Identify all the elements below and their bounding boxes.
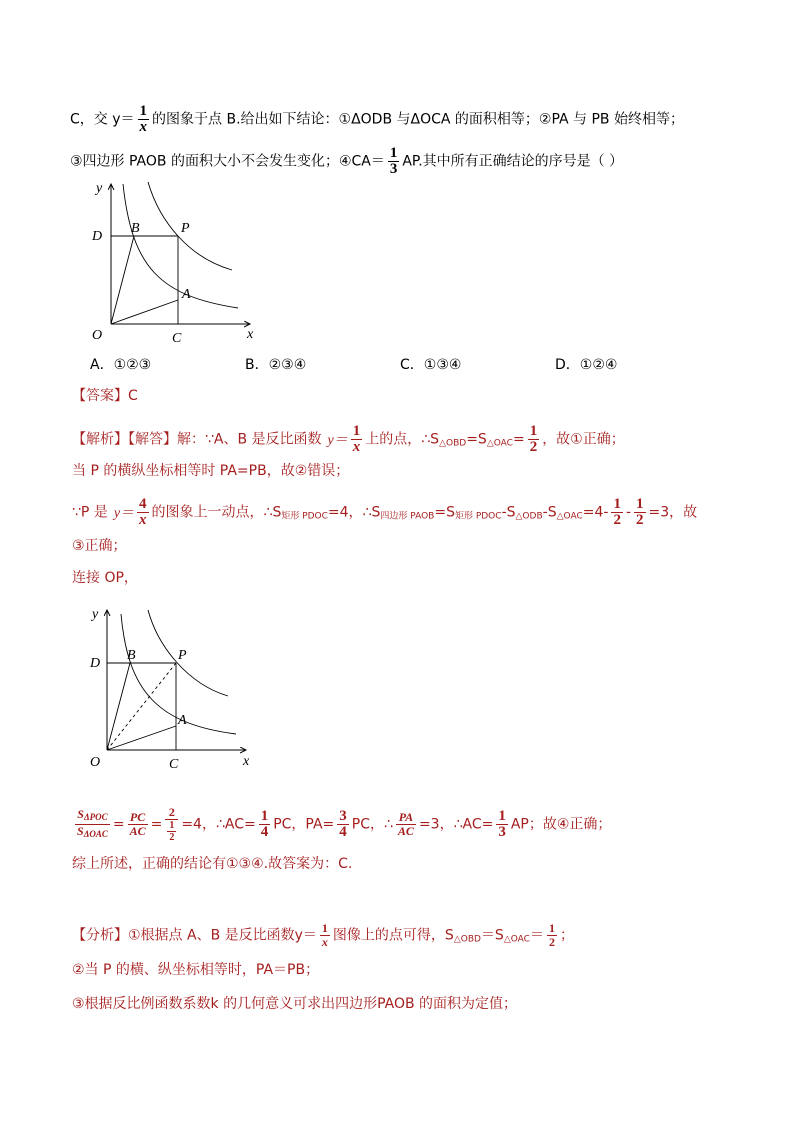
segment-OA xyxy=(111,300,178,324)
fraction-3-over-4: $\frac{3}{4}$ xyxy=(339,808,347,840)
analysis-line-5: 连接 OP， xyxy=(72,570,138,586)
fenxi-line-3: ③根据反比例函数系数k 的几何意义可求出四边形PAOB 的面积为定值； xyxy=(72,996,518,1012)
label-p: P xyxy=(181,221,190,236)
fraction-1-over-3: $\frac{1}{3}$ xyxy=(389,145,398,177)
label-x: x xyxy=(247,327,254,342)
q2-text-a: ③四边形 PAOB 的面积大小不会发生变化；④CA＝ xyxy=(70,153,385,170)
fraction-1-over-2: $\frac{1}{2}$ xyxy=(529,423,538,455)
fenxi-line-2: ②当 P 的横、纵坐标相等时，PA＝PB； xyxy=(72,962,320,978)
label-d: D xyxy=(90,656,101,671)
fraction-4-over-x: $\frac{4}{x}$ xyxy=(139,496,147,528)
label-o: O xyxy=(90,755,101,770)
label-o: O xyxy=(92,328,103,343)
curve-y-1-over-x xyxy=(123,184,238,308)
analysis-line-2: 当 P 的横纵坐标相等时 PA=PB，故②错误； xyxy=(72,463,350,479)
question-line-2 xyxy=(70,146,623,177)
label-p: P xyxy=(178,648,187,663)
q1-text-b: 的图象于点 B.给出如下结论：①ΔODB 与ΔOCA 的面积相等；②PA 与 PB 始终相等； xyxy=(152,111,684,128)
label-c: C xyxy=(172,331,182,346)
fraction-1-over-2-a: $\frac{1}{2}$ xyxy=(613,496,621,528)
label-y: y xyxy=(96,181,103,196)
label-a: A xyxy=(178,713,187,728)
label-b: B xyxy=(131,221,140,236)
analysis-line-4: ③正确； xyxy=(72,538,127,554)
fraction-area-ratio: $\frac{S_{\Delta POC}}{S_{\Delta OAC}}$ xyxy=(77,807,108,839)
fraction-1-over-x: $\frac{1}{x}$ xyxy=(352,423,361,455)
fraction-pa-over-ac: $\frac{PA}{AC}$ xyxy=(397,810,414,838)
figure-2 xyxy=(78,602,278,774)
fraction-1-over-4: $\frac{1}{4}$ xyxy=(260,808,269,840)
segment-OP-dashed xyxy=(107,663,176,750)
fraction-2-over-half: $\frac{2}{\frac{1}{2}}$ xyxy=(165,806,178,843)
segment-OA xyxy=(107,726,176,750)
label-a: A xyxy=(182,287,191,302)
fraction-1-over-3: $\frac{1}{3}$ xyxy=(498,808,506,840)
analysis-line-6: $\frac{S_{\Delta POC}}{S_{\Delta OAC}}$ = $\frac{PC}{AC}$ = $\frac{2}{\frac{1}{2}}$ =4，∴AC= $\frac{1}{4}$ PC，PA= $\frac{3}{4}$ PC，∴ $\frac{PA}{AC}$ =3，∴AC= $\frac{1}{3}$ AP；故④正确； xyxy=(77,805,612,843)
label-x: x xyxy=(243,754,250,769)
analysis-line-1: 【解析】【解答】解：∵A、B 是反比函数 y＝ $\frac{1}{x}$ 上的点，$\therefore S_{\triangle OBD}=S_{\triangle OAC}=$ $\frac{1}{2}$ ，故①正确； xyxy=(72,423,625,455)
figure-1 xyxy=(80,178,280,350)
question-line-1 xyxy=(70,104,684,135)
analysis-line-3: ∵P 是 y＝ $\frac{4}{x}$ 的图象上一动点，$\therefore S_{矩形 PDOC}=4$，$\therefore S_{四边形 PAOB}=S_{矩形 PDOC}-S_{\triangle ODB}-S_{\triangle OAC}=4-$ $\frac{1}{2}$ - $\frac{1}{2}$ =3，故 xyxy=(72,496,698,528)
option-a: A．①②③ xyxy=(90,357,152,373)
label-y: y xyxy=(92,607,99,622)
fraction-pc-over-ac: $\frac{PC}{AC}$ xyxy=(129,810,146,838)
label-b: B xyxy=(127,648,136,663)
fraction-1-over-x: $\frac{1}{x}$ xyxy=(321,921,328,949)
option-b: B．②③④ xyxy=(245,357,307,373)
fraction-1-over-2-b: $\frac{1}{2}$ xyxy=(636,496,644,528)
segment-OB xyxy=(107,663,130,750)
option-d: D．①②④ xyxy=(555,357,618,373)
q1-text-a: C，交 y＝ xyxy=(70,111,135,128)
analysis-line-7: 综上所述，正确的结论有①③④.故答案为：C. xyxy=(72,856,353,872)
curve-y-4-over-x xyxy=(148,182,232,270)
fenxi-line-1: 【分析】①根据点 A、B 是反比函数y＝ $\frac{1}{x}$ 图像上的点可得，$S_{\triangle OBD}=S_{\triangle OAC}=$ $\frac{1}{2}$ ； xyxy=(72,921,574,949)
q2-text-b: AP.其中所有正确结论的序号是（ ） xyxy=(402,153,624,170)
label-c: C xyxy=(169,757,179,772)
fraction-1-over-x: $\frac{1}{x}$ xyxy=(139,103,148,135)
label-d: D xyxy=(92,229,103,244)
segment-OB xyxy=(111,236,134,324)
option-c: C．①③④ xyxy=(400,357,462,373)
fraction-1-over-2: $\frac{1}{2}$ xyxy=(548,921,555,949)
answer-line: 【答案】C xyxy=(72,388,138,404)
